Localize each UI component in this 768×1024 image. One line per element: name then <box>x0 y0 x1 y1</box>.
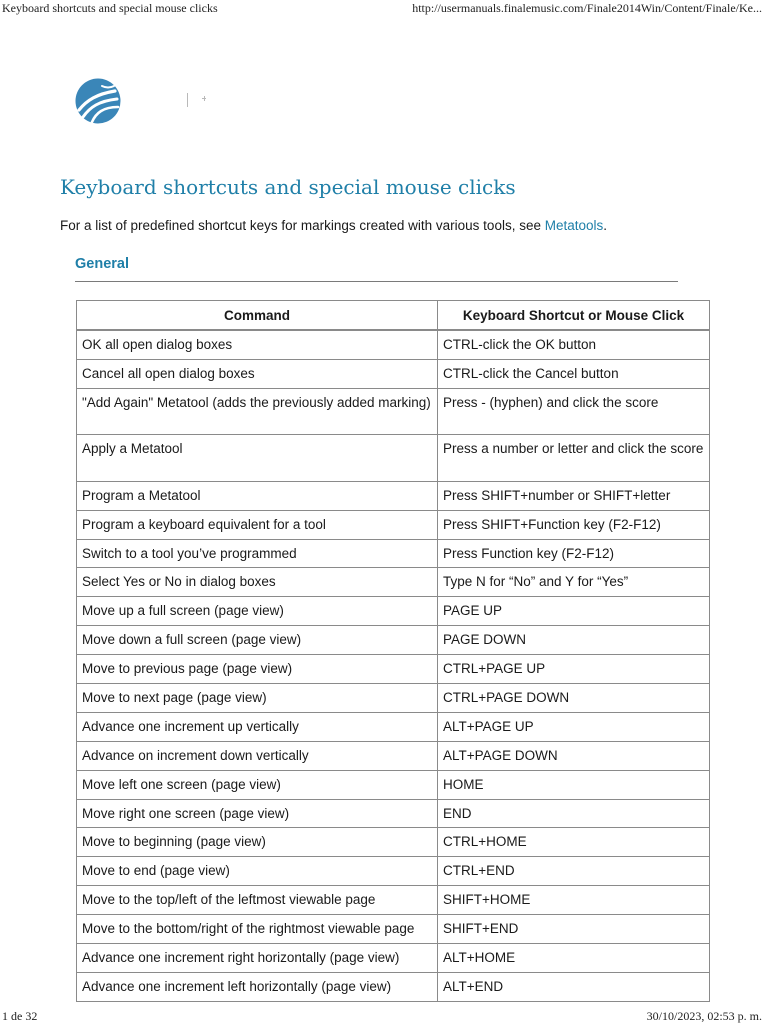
table-row <box>77 435 710 482</box>
shortcut-cell: END <box>438 799 710 828</box>
print-timestamp: 30/10/2023, 02:53 p. m. <box>646 1009 762 1023</box>
print-header-title: Keyboard shortcuts and special mouse clicks <box>2 1 218 15</box>
shortcut-cell: CTRL-click the Cancel button <box>438 359 710 388</box>
command-cell: Move right one screen (page view) <box>77 799 438 828</box>
table-row <box>77 330 710 359</box>
command-cell: Apply a Metatool <box>77 435 438 482</box>
command-cell: Move up a full screen (page view) <box>77 597 438 626</box>
table-row <box>77 770 710 799</box>
command-cell: Program a Metatool <box>77 481 438 510</box>
shortcut-cell: CTRL-click the OK button <box>438 330 710 359</box>
column-header-command: Command <box>77 301 438 331</box>
table-row <box>77 741 710 770</box>
table-row <box>77 944 710 973</box>
page-indicator: 1 de 32 <box>2 1009 38 1023</box>
table-row <box>77 359 710 388</box>
print-header-url[interactable]: http://usermanuals.finalemusic.com/Finale2014Win/Content/Finale/Ke... <box>412 1 762 15</box>
command-cell: Move to the bottom/right of the rightmost viewable page <box>77 915 438 944</box>
page-title: Keyboard shortcuts and special mouse clicks <box>60 175 516 199</box>
shortcut-cell: ALT+END <box>438 972 710 1001</box>
shortcut-cell: CTRL+HOME <box>438 828 710 857</box>
command-cell: Advance one increment up vertically <box>77 712 438 741</box>
table-row <box>77 886 710 915</box>
command-cell: Move to end (page view) <box>77 857 438 886</box>
command-cell: Advance one increment left horizontally (page view) <box>77 972 438 1001</box>
table-row <box>77 857 710 886</box>
shortcut-cell: PAGE UP <box>438 597 710 626</box>
table-row <box>77 481 710 510</box>
command-cell: Select Yes or No in dialog boxes <box>77 568 438 597</box>
shortcut-cell: Press SHIFT+Function key (F2-F12) <box>438 510 710 539</box>
command-cell: "Add Again" Metatool (adds the previously added marking) <box>77 388 438 435</box>
shortcut-cell: CTRL+END <box>438 857 710 886</box>
shortcut-cell: PAGE DOWN <box>438 626 710 655</box>
table-row <box>77 539 710 568</box>
command-cell: Advance on increment down vertically <box>77 741 438 770</box>
command-cell: Move left one screen (page view) <box>77 770 438 799</box>
intro-text: For a list of predefined shortcut keys for markings created with various tools, see <box>60 218 545 233</box>
command-cell: Move to previous page (page view) <box>77 655 438 684</box>
shortcuts-table <box>76 300 710 1002</box>
shortcut-cell: Press a number or letter and click the score <box>438 435 710 482</box>
shortcut-cell: ALT+HOME <box>438 944 710 973</box>
logo-separator <box>183 93 213 107</box>
table-row <box>77 626 710 655</box>
shortcut-cell: CTRL+PAGE DOWN <box>438 684 710 713</box>
shortcut-cell: CTRL+PAGE UP <box>438 655 710 684</box>
shortcut-cell: ALT+PAGE DOWN <box>438 741 710 770</box>
table-row <box>77 684 710 713</box>
table-row <box>77 655 710 684</box>
shortcut-cell: ALT+PAGE UP <box>438 712 710 741</box>
shortcut-cell: Press SHIFT+number or SHIFT+letter <box>438 481 710 510</box>
command-cell: Move to next page (page view) <box>77 684 438 713</box>
command-cell: OK all open dialog boxes <box>77 330 438 359</box>
command-cell: Program a keyboard equivalent for a tool <box>77 510 438 539</box>
shortcut-cell: HOME <box>438 770 710 799</box>
shortcut-cell: Press - (hyphen) and click the score <box>438 388 710 435</box>
shortcut-cell: Type N for “No” and Y for “Yes” <box>438 568 710 597</box>
command-cell: Move down a full screen (page view) <box>77 626 438 655</box>
table-row <box>77 972 710 1001</box>
table-row <box>77 799 710 828</box>
intro-paragraph <box>60 218 607 233</box>
shortcut-cell: Press Function key (F2-F12) <box>438 539 710 568</box>
shortcut-cell: SHIFT+HOME <box>438 886 710 915</box>
table-row <box>77 828 710 857</box>
table-row <box>77 388 710 435</box>
print-header <box>0 0 768 18</box>
command-cell: Advance one increment right horizontally (page view) <box>77 944 438 973</box>
metatools-link[interactable]: Metatools <box>544 218 604 233</box>
section-divider <box>75 281 678 282</box>
print-footer <box>0 1008 768 1024</box>
table-row <box>77 712 710 741</box>
table-row <box>77 568 710 597</box>
intro-end: . <box>603 218 608 233</box>
table-header-row <box>77 301 710 331</box>
command-cell: Move to the top/left of the leftmost viewable page <box>77 886 438 915</box>
table-row <box>77 597 710 626</box>
command-cell: Cancel all open dialog boxes <box>77 359 438 388</box>
command-cell: Switch to a tool you’ve programmed <box>77 539 438 568</box>
section-title-general: General <box>75 256 129 272</box>
column-header-shortcut: Keyboard Shortcut or Mouse Click <box>438 301 710 331</box>
command-cell: Move to beginning (page view) <box>77 828 438 857</box>
table-row <box>77 510 710 539</box>
shortcut-cell: SHIFT+END <box>438 915 710 944</box>
finale-logo-icon[interactable] <box>75 78 121 124</box>
table-row <box>77 915 710 944</box>
